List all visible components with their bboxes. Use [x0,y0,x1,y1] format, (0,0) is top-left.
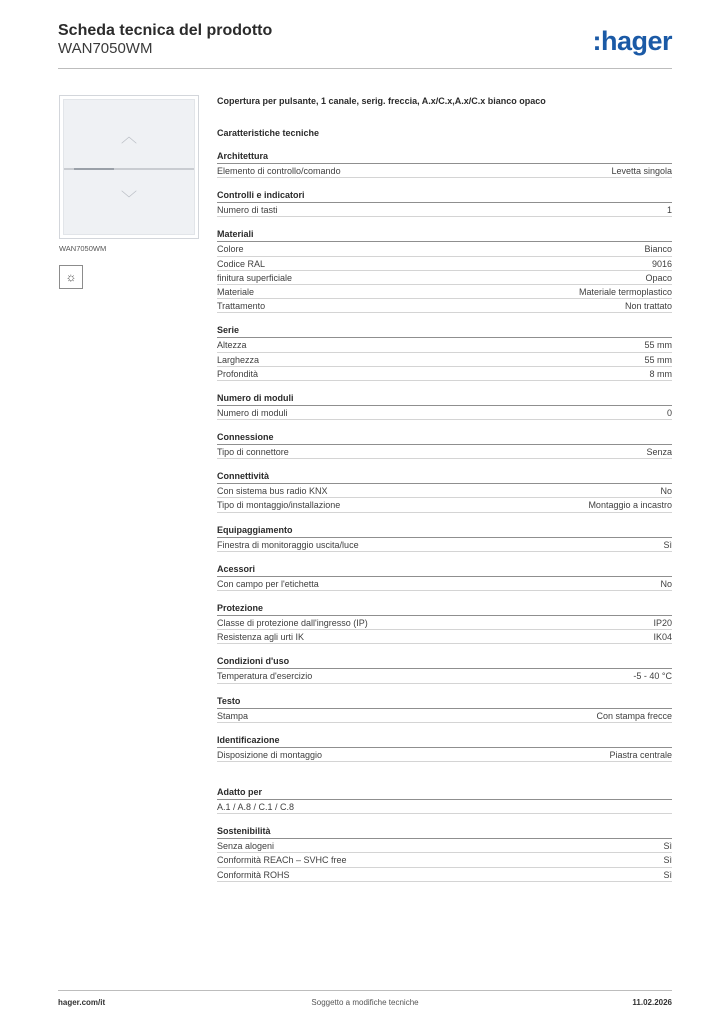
spec-label: Trattamento [217,301,266,312]
spec-row [217,538,672,552]
spec-value: 55 mm [644,354,672,365]
spec-label: Con sistema bus radio KNX [217,486,328,497]
section-title: Equipaggiamento [217,524,672,538]
spec-value: Montaggio a incastro [588,500,672,511]
spec-value: No [660,578,672,589]
spec-label: Finestra di monitoraggio uscita/luce [217,539,359,550]
section-title: Numero di moduli [217,392,672,406]
spec-section [217,150,672,178]
led-strip [74,168,114,170]
section-title: Serie [217,324,672,338]
spec-label: Conformità ROHS [217,869,290,880]
spec-label: Conformità REACh – SVHC free [217,855,347,866]
spec-value: 9016 [651,258,672,269]
spec-label: Profondità [217,368,259,379]
spec-value: Materiale termoplastico [578,286,672,297]
hager-logo: :hager [592,26,672,56]
spec-label: Stampa [217,710,249,721]
spec-label: finitura superficiale [217,272,293,283]
spec-section [217,324,672,381]
spec-section [217,392,672,420]
section-title: Sostenibilità [217,825,672,839]
spec-label: Tipo di connettore [217,447,289,458]
spec-row [217,868,672,882]
spec-section [217,524,672,552]
section-title: Controlli e indicatori [217,189,672,203]
spec-label: Colore [217,244,244,255]
spec-row [217,164,672,178]
spec-value: Non trattato [624,301,672,312]
rocker-divider [64,168,194,170]
product-code: WAN7050WM [58,40,153,57]
spec-row [217,616,672,630]
spec-section [217,655,672,683]
page-header [58,22,672,70]
product-description: Copertura per pulsante, 1 canale, serig. freccia, A.x/C.x,A.x/C.x bianco opaco [217,96,546,106]
spec-row [217,630,672,644]
spec-value: Sì [663,855,672,866]
spec-subtitle: Caratteristiche tecniche [217,128,320,138]
spec-label: Numero di moduli [217,407,288,418]
spec-label: A.1 / A.8 / C.1 / C.8 [217,801,295,812]
spec-section [217,563,672,591]
spec-value: -5 - 40 °C [633,671,672,682]
section-title: Architettura [217,150,672,164]
spec-value: Piastra centrale [609,749,672,760]
spec-row [217,577,672,591]
spec-value: 55 mm [644,340,672,351]
spec-label: Numero di tasti [217,205,278,216]
spec-row [217,257,672,271]
spec-row [217,748,672,762]
spec-value: Levetta singola [611,166,672,176]
spec-row [217,709,672,723]
spec-row [217,285,672,299]
arrow-up-icon: ︿ [120,129,137,146]
spec-row [217,445,672,459]
spec-label: Temperatura d'esercizio [217,671,313,682]
section-title: Adatto per [217,786,672,800]
spec-section [217,189,672,217]
section-title: Testo [217,695,672,709]
spec-row [217,203,672,217]
spec-row [217,853,672,867]
spec-section [217,228,672,313]
spec-value: No [660,486,672,497]
section-title: Connessione [217,431,672,445]
section-title: Identificazione [217,734,672,748]
spec-label: Larghezza [217,354,260,365]
page-title: Scheda tecnica del prodotto [58,22,273,39]
spec-label: Tipo di montaggio/installazione [217,500,341,511]
spec-label: Classe di protezione dall'ingresso (IP) [217,618,368,628]
footer-website: hager.com/it [58,998,106,1007]
spec-label: Con campo per l'etichetta [217,578,319,589]
light-symbol-icon: ☼ [59,265,83,289]
spec-row [217,498,672,512]
spec-value: 8 mm [649,368,672,379]
spec-sections [217,150,672,882]
header-divider [58,68,672,69]
section-title: Condizioni d'uso [217,655,672,669]
spec-row [217,800,672,814]
spec-row [217,839,672,853]
spec-value: 0 [666,407,672,418]
footer-date: 11.02.2026 [632,998,672,1007]
spec-value: IP20 [653,618,672,628]
spec-row [217,338,672,352]
spec-row [217,299,672,313]
spec-value: Con stampa frecce [596,710,672,721]
footer-divider [58,990,672,991]
spec-section [217,695,672,723]
spec-section [217,734,672,762]
image-caption: WAN7050WM [59,244,107,253]
spec-section [217,786,672,814]
spec-value: Senza [646,447,672,458]
spec-value: IK04 [653,632,672,643]
spec-row [217,669,672,683]
spec-label: Materiale [217,286,255,297]
spec-row [217,271,672,285]
spec-row [217,242,672,256]
spec-label: Altezza [217,340,247,351]
spec-label: Disposizione di montaggio [217,749,323,760]
spec-label: Codice RAL [217,258,266,269]
section-title: Materiali [217,228,672,242]
spec-value: Sì [663,869,672,880]
spec-row [217,406,672,420]
arrow-down-icon: ﹀ [120,191,137,208]
spec-label: Elemento di controllo/comando [217,166,341,176]
spec-row [217,367,672,381]
footer-note: Soggetto a modifiche tecniche [311,998,419,1007]
spec-section [217,825,672,882]
product-image [59,95,199,239]
spec-label: Resistenza agli urti IK [217,632,305,643]
spec-section [217,431,672,459]
spec-value: Bianco [644,244,672,255]
spec-value: 1 [666,205,672,216]
section-title: Connettività [217,470,672,484]
spec-section [217,602,672,644]
spec-row [217,484,672,498]
spec-section [217,470,672,512]
section-title: Protezione [217,602,672,616]
spec-row [217,353,672,367]
spec-label: Senza alogeni [217,841,275,852]
spec-value: Sì [663,841,672,852]
spec-value: Opaco [645,272,672,283]
spec-value: Sì [663,539,672,550]
section-title: Acessori [217,563,672,577]
spec-content [217,94,672,882]
